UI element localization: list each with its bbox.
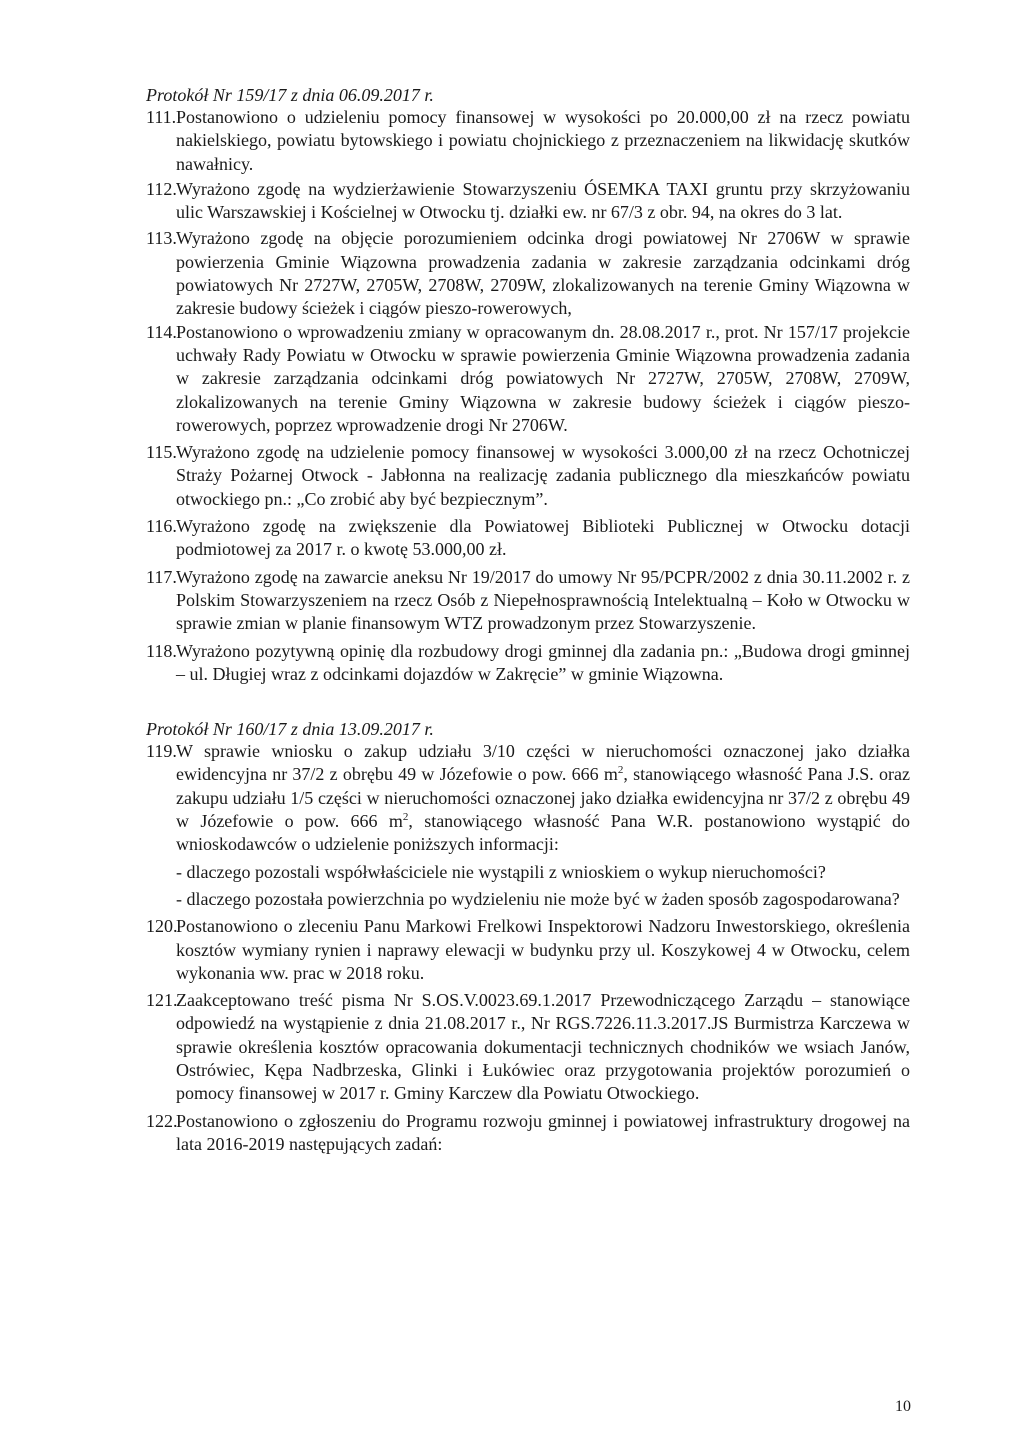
item-text: Zaakceptowano treść pisma Nr S.OS.V.0023.69.1.2017 Przewodniczącego Zarządu – stanowiące odpowiedź na wystąpienie z dnia 21.08.2017 r., Nr RGS.7226.11.3.2017.JS Burmistrza Karczewa w sprawie określenia kosztów opracowania dokumentacji technicznych chodników we wsiach Janów, Ostrówiec, Kępa Nadbrzeska, Glinki i Łukówiec oraz przygotowania projektów porozumień o pomocy finansowej w 2017 r. Gminy Karczew dla Powiatu Otwockiego.: [176, 990, 910, 1104]
list-item: [146, 1110, 910, 1157]
list-item: [146, 441, 910, 511]
list-item: [146, 515, 910, 562]
protocol-159-items: [146, 106, 910, 686]
item-number: 111.: [146, 107, 177, 127]
item-number: 121.: [146, 990, 178, 1011]
item-text-a: W sprawie wniosku o zakup udziału 3/10 części w nieruchomości oznaczonej jako działka ewidencyjna nr 37/2 z obrębu 49 w Józefowie o pow. 666 m: [176, 741, 910, 785]
superscript: 2: [402, 811, 409, 824]
item-text: Wyrażono pozytywną opinię dla rozbudowy drogi gminnej dla zadania pn.: „Budowa drogi gminnej – ul. Długiej wraz z odcinkami dojazdów w Zakręcie” w gminie Wiązowna.: [176, 640, 910, 684]
list-item: [146, 227, 910, 320]
list-item: [146, 178, 910, 225]
list-item: [146, 740, 910, 856]
item-text-c: , stanowiącego własność Pana W.R. postanowiono wystąpić do wnioskodawców o udzielenie poniższych informacji:: [176, 811, 911, 855]
list-item: [146, 566, 910, 636]
item-text-b: , stanowiącego własność Pana J.S. oraz zakupu udziału 1/5 części w nieruchomości oznaczonej jako działka ewidencyjna nr 37/2 z obrębu 49 w Józefowie o pow. 666 m: [176, 764, 910, 832]
list-item: [146, 640, 910, 687]
item-text: Postanowiono o udzieleniu pomocy finansowej w wysokości po 20.000,00 zł na rzecz powiatu nakielskiego, powiatu bytowskiego i powiatu chojnickiego z przeznaczeniem na likwidację skutków nawałnicy.: [176, 107, 910, 174]
item-text: Wyrażono zgodę na zawarcie aneksu Nr 19/2017 do umowy Nr 95/PCPR/2002 z dnia 30.11.2002 r. z Polskim Stowarzyszeniem na rzecz Osób z Niepełnosprawnością Intelektualną – Koło w Otwocku w sprawie zmian w planie finansowym WTZ prowadzonym przez Stowarzyszenie.: [176, 566, 910, 634]
item-text: Postanowiono o wprowadzeniu zmiany w opracowanym dn. 28.08.2017 r., prot. Nr 157/17 projekcie uchwały Rady Powiatu w Otwocku w sprawie powierzenia Gminie Wiązowna prowadzenia zadania w zakresie zarządzania odcinkami dróg powiatowych Nr 2727W, 2705W, 2708W, 2709W, zlokalizowanych na terenie Gminy Wiązowna w zakresie budowy ścieżek i ciągów pieszo-rowerowych, poprzez wprowadzenie drogi Nr 2706W.: [176, 321, 910, 435]
list-item: [146, 106, 910, 176]
item-text: Wyrażono zgodę na wydzierżawienie Stowarzyszeniu ÓSEMKA TAXI gruntu przy skrzyżowaniu ulic Warszawskiej i Kościelnej w Otwocku tj. działki ew. nr 67/3 z obr. 94, na okres do 3 lat.: [176, 178, 910, 223]
item-text: Postanowiono o zleceniu Panu Markowi Frelkowi Inspektorowi Nadzoru Inwestorskiego, określenia kosztów wymiany rynien i naprawy elewacji w budynku przy ul. Koszykowej 4 w Otwocku, celem wykonania ww. prac w 2018 roku.: [176, 916, 910, 983]
item-number: 117.: [146, 566, 177, 587]
protocol-heading-159: Protokół Nr 159/17 z dnia 06.09.2017 r.: [146, 85, 434, 105]
list-item: [146, 989, 910, 1105]
list-item: [146, 915, 910, 985]
item-number: 112.: [146, 178, 177, 199]
item-number: 115.: [146, 442, 177, 463]
item-text: Wyrażono zgodę na zwiększenie dla Powiatowej Biblioteki Publicznej w Otwocku dotacji podmiotowej za 2017 r. o kwotę 53.000,00 zł.: [176, 516, 910, 560]
list-item: [146, 321, 910, 437]
item-text: Wyrażono zgodę na udzielenie pomocy finansowej w wysokości 3.000,00 zł na rzecz Ochotniczej Straży Pożarnej Otwock - Jabłonna na realizację zadania publicznego dla mieszkańców powiatu otwockiego pn.: „Co zrobić aby być bezpiecznym”.: [176, 442, 910, 509]
superscript: 2: [617, 764, 624, 777]
item-number: 120.: [146, 916, 178, 937]
item-number: 116.: [146, 516, 177, 537]
sub-point: - dlaczego pozostała powierzchnia po wydzieleniu nie może być w żaden sposób zagospodarowana?: [176, 888, 900, 909]
document-content: [146, 84, 910, 1156]
item-number: 119.: [146, 741, 177, 762]
item-number: 118.: [146, 640, 177, 661]
item-text: Postanowiono o zgłoszeniu do Programu rozwoju gminnej i powiatowej infrastruktury drogowej na lata 2016-2019 następujących zadań:: [176, 1110, 910, 1154]
item-number: 122.: [146, 1110, 178, 1131]
protocol-160-items: [146, 740, 910, 1156]
sub-point: - dlaczego pozostali współwłaściciele nie wystąpili z wnioskiem o wykup nieruchomości?: [176, 861, 826, 882]
item-text: Wyrażono zgodę na objęcie porozumieniem odcinka drogi powiatowej Nr 2706W w sprawie powierzenia Gminie Wiązowna prowadzenia zadania w zakresie zarządzania odcinkami dróg powiatowych Nr 2727W, 2705W, 2708W, 2709W, zlokalizowanych na terenie Gminy Wiązowna w zakresie budowy ścieżek i ciągów pieszo-rowerowych,: [176, 228, 910, 319]
item-number: 113.: [146, 228, 177, 249]
page-number: 10: [895, 1398, 911, 1415]
item-number: 114.: [146, 321, 177, 342]
protocol-heading-160: Protokół Nr 160/17 z dnia 13.09.2017 r.: [146, 719, 434, 740]
